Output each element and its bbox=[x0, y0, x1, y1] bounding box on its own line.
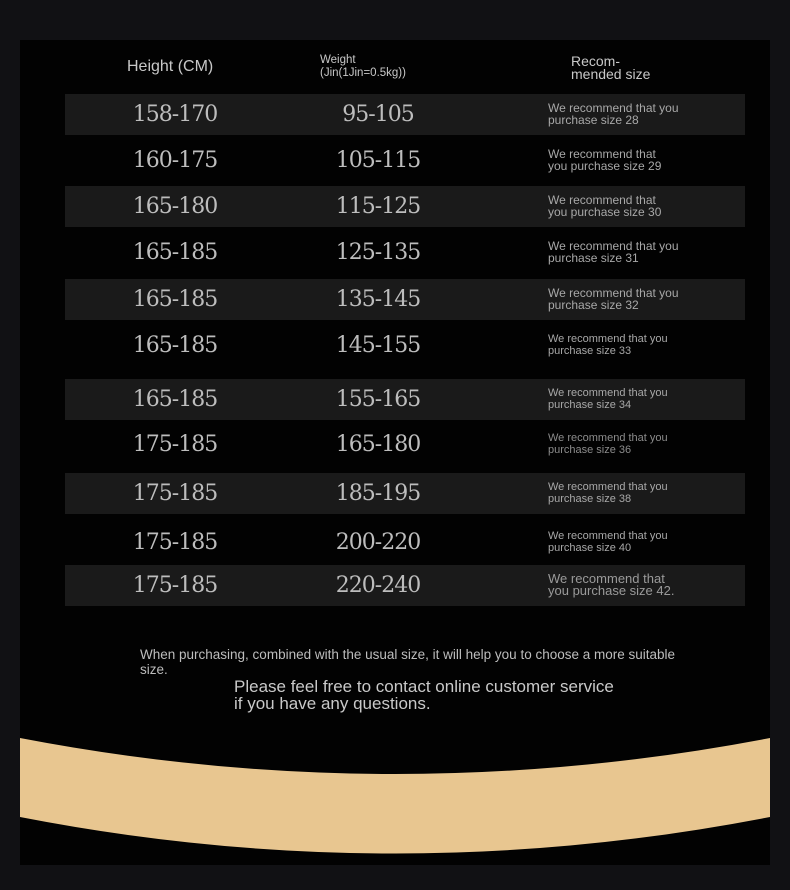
contact-note: Please feel free to contact online customer service if you have any questions. bbox=[234, 677, 614, 713]
weight-cell: 115-125 bbox=[335, 194, 421, 219]
recommendation-cell: We recommend that you purchase size 42. bbox=[548, 571, 675, 598]
weight-cell: 105-115 bbox=[335, 148, 421, 173]
header-height: Height (CM) bbox=[127, 58, 214, 75]
weight-cell: 220-240 bbox=[335, 573, 421, 598]
recommendation-cell: We recommend that you purchase size 36 bbox=[548, 432, 668, 456]
recommendation-cell: We recommend that you purchase size 34 bbox=[548, 387, 668, 411]
height-cell: 165-180 bbox=[132, 194, 218, 219]
height-cell: 158-170 bbox=[132, 102, 218, 127]
height-cell: 175-185 bbox=[132, 530, 218, 555]
recommendation-cell: We recommend that you purchase size 28 bbox=[548, 101, 679, 127]
purchase-note: When purchasing, combined with the usual size, it will help you to choose a more suitable size. bbox=[140, 647, 676, 677]
height-cell: 175-185 bbox=[132, 481, 218, 506]
weight-cell: 200-220 bbox=[335, 530, 421, 555]
recommendation-cell: We recommend that you purchase size 40 bbox=[548, 530, 668, 554]
decorative-gold-arc bbox=[20, 40, 770, 865]
recommendation-cell: We recommend that you purchase size 31 bbox=[548, 239, 679, 265]
weight-cell: 125-135 bbox=[335, 240, 421, 265]
weight-cell: 95-105 bbox=[342, 102, 414, 127]
weight-cell: 185-195 bbox=[335, 481, 421, 506]
height-cell: 175-185 bbox=[132, 432, 218, 457]
header-weight: Weight (Jin(1Jin=0.5kg)) bbox=[320, 54, 406, 79]
height-cell: 160-175 bbox=[132, 148, 218, 173]
height-cell: 175-185 bbox=[132, 573, 218, 598]
height-cell: 165-185 bbox=[132, 287, 218, 312]
height-cell: 165-185 bbox=[132, 387, 218, 412]
weight-cell: 145-155 bbox=[335, 333, 421, 358]
recommendation-cell: We recommend that you purchase size 38 bbox=[548, 481, 668, 505]
weight-cell: 155-165 bbox=[335, 387, 421, 412]
size-chart-panel bbox=[20, 40, 770, 865]
recommendation-cell: We recommend that you purchase size 30 bbox=[548, 193, 662, 219]
recommendation-cell: We recommend that you purchase size 29 bbox=[548, 147, 662, 173]
weight-cell: 135-145 bbox=[335, 287, 421, 312]
height-cell: 165-185 bbox=[132, 240, 218, 265]
recommendation-cell: We recommend that you purchase size 33 bbox=[548, 333, 668, 357]
weight-cell: 165-180 bbox=[335, 432, 421, 457]
header-recommended-size: Recom- mended size bbox=[571, 53, 651, 82]
height-cell: 165-185 bbox=[132, 333, 218, 358]
recommendation-cell: We recommend that you purchase size 32 bbox=[548, 286, 679, 312]
gold-arc-shape bbox=[20, 738, 770, 854]
